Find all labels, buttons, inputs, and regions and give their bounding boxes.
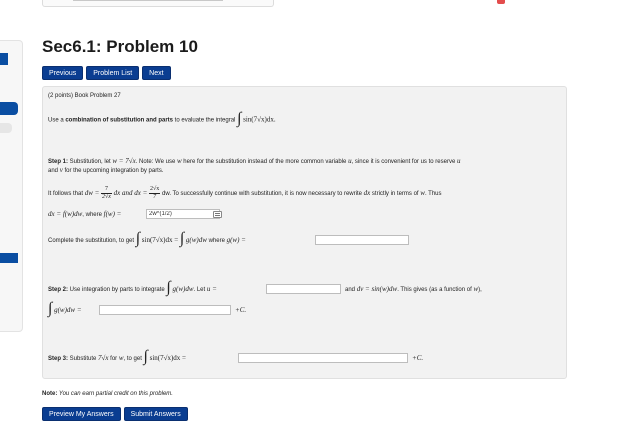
fraction-dw: $\frac{7}{2√x}$ [102,185,111,200]
page-title: Sec6.1: Problem 10 [42,37,198,56]
answer-actions [42,407,188,421]
problem-header: (2 points) Book Problem 27 [48,93,121,99]
problem-body [42,86,567,379]
integral-sign: ∫ [48,300,53,318]
submit-answers-button[interactable]: Submit Answers [124,407,188,421]
address-bar[interactable] [42,0,274,7]
extension-icon[interactable] [497,0,505,4]
sidebar-item[interactable] [0,123,12,133]
equation-editor-icon[interactable] [213,211,222,218]
integral-sign: ∫ [166,279,171,297]
fraction-dx: $\frac{2√x}{7}$ [150,185,160,200]
u-answer-input[interactable] [266,284,341,294]
step2-line: Step 2: Use integration by parts to integrate ∫ g(w)dw. Let u = [48,279,217,297]
previous-button[interactable]: Previous [42,66,83,80]
preview-answers-button[interactable]: Preview My Answers [42,407,121,421]
problem-nav [42,66,171,80]
integral-sign: ∫ [237,110,242,127]
partial-credit-note: Note: You can earn partial credit on this problem. [42,391,173,397]
step2-dv-text: and dv = sin(w)dw. This gives (as a function of w), [345,285,482,293]
step3-line: Step 3: Substitute 7√x for w, to get ∫ sin(7√x)dx = [48,348,186,366]
sidebar-item-active[interactable] [0,53,8,65]
final-answer-input[interactable] [238,353,408,363]
integral-sign: ∫ [179,230,185,248]
next-button[interactable]: Next [142,66,170,80]
left-sidebar-panel [0,40,23,332]
sidebar-item-highlight-2[interactable] [0,253,18,263]
plus-c-2: +C. [412,354,424,362]
intro-integrand: sin(7√x)dx. [243,115,276,124]
step2-result-line: ∫ g(w)dw = [48,300,82,318]
gwdw-answer-input[interactable] [99,305,231,315]
step1-line2: and v for the upcoming integration by parts. [48,166,164,174]
integral-sign: ∫ [143,348,148,366]
problem-intro: Use a combination of substitution and parts to evaluate the integral ∫ sin(7√x)dx. [48,110,276,127]
step1-line1: Step 1: Substitution, let w = 7√x. Note: We use w here for the substitution instead of the more common variable u, since it is convenient for us to reserve u [48,157,461,165]
sidebar-item-highlight[interactable] [0,102,18,115]
problem-list-button[interactable]: Problem List [86,66,139,80]
step1-derivative-line: It follows that dw = $\frac{7}{2√x}$ dx and dx = $\frac{2√x}{7}$ dw. To successfully continue with substitution, it is now necessary to rewrite dx strictly in terms of w. Thus [48,185,442,200]
browser-top-strip [0,0,620,12]
gw-answer-input[interactable] [315,235,409,245]
complete-substitution-line: Complete the substitution, to get ∫ sin(7√x)dx = ∫ g(w)dw where g(w) = [48,230,246,248]
fw-answer-input[interactable] [146,209,220,219]
step1-fw-line: dx = f(w)dw, where f(w) = [48,210,122,218]
plus-c-1: +C. [235,306,247,314]
integral-sign: ∫ [135,230,141,248]
